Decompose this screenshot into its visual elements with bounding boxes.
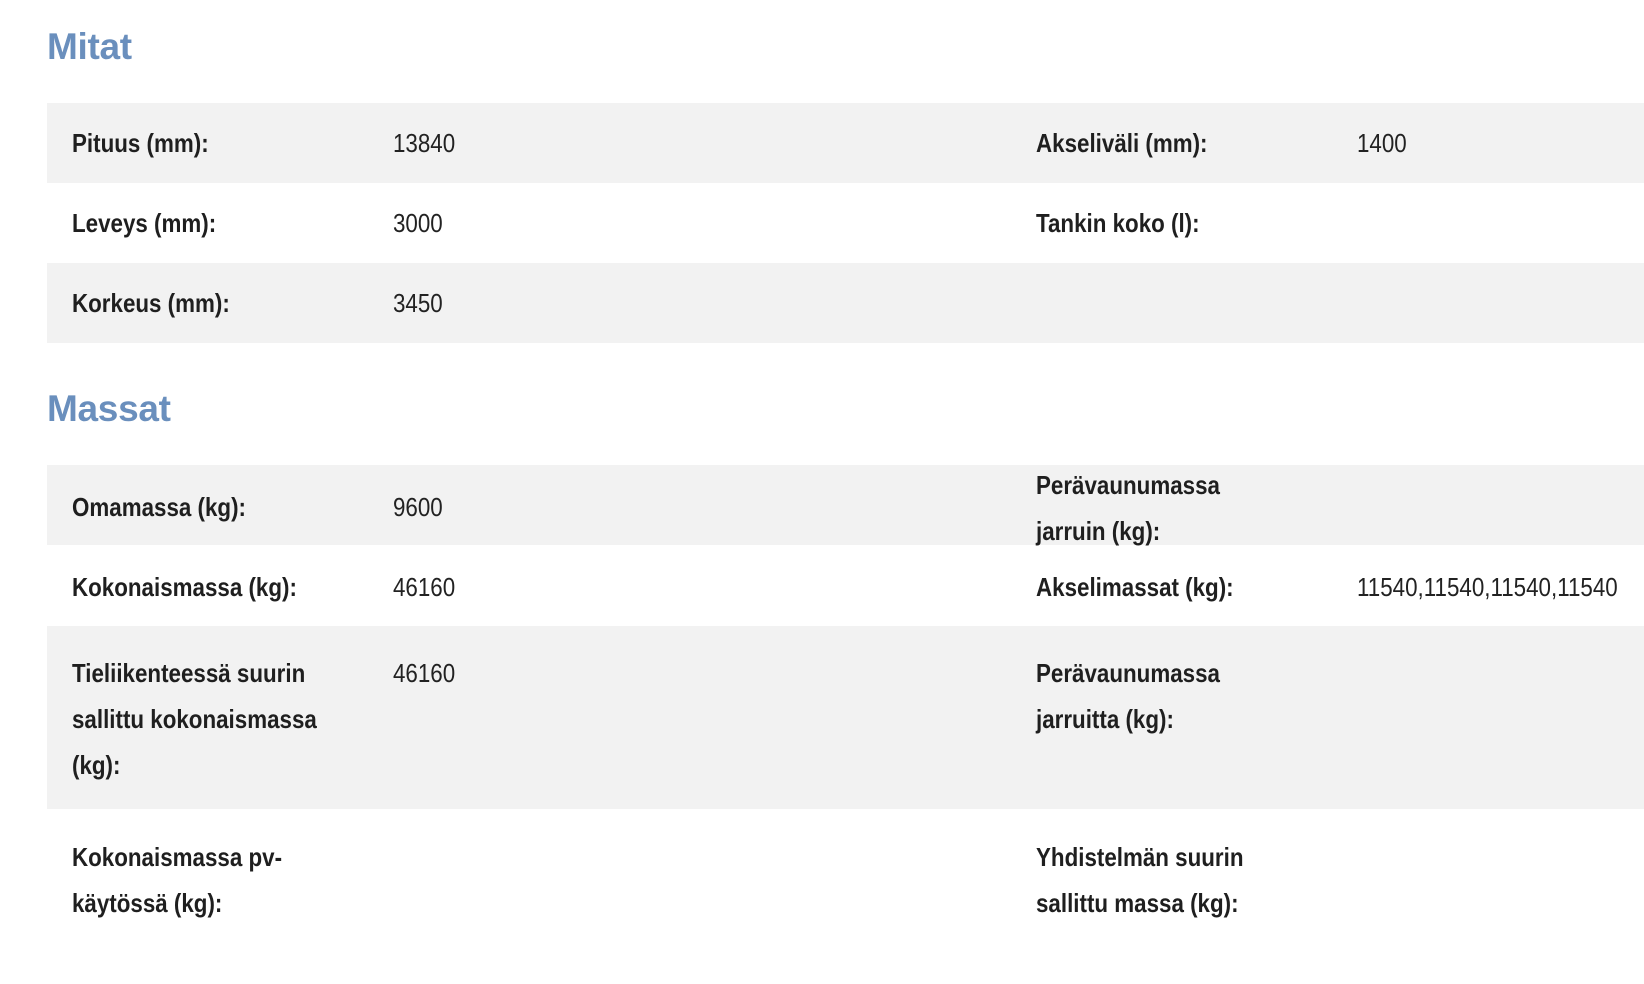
spec-value: 13840 — [393, 128, 456, 158]
spec-label: Korkeus (mm): — [72, 288, 230, 318]
table-row — [47, 545, 1644, 626]
spec-label: Kokonaismassa pv- — [72, 842, 283, 872]
spec-label: Omamassa (kg): — [72, 492, 246, 522]
table-row — [47, 626, 1644, 809]
spec-label: käytössä (kg): — [72, 888, 223, 918]
spec-label: jarruin (kg): — [1036, 516, 1161, 546]
spec-value: 3000 — [393, 208, 443, 238]
table-row — [47, 103, 1644, 183]
spec-value: 1400 — [1357, 128, 1407, 158]
spec-label: Tieliikenteessä suurin — [72, 658, 306, 688]
spec-label: sallittu massa (kg): — [1036, 888, 1239, 918]
masses-table — [47, 465, 1644, 929]
spec-value: 3450 — [393, 288, 443, 318]
spec-label: (kg): — [72, 750, 121, 780]
spec-value: 9600 — [393, 492, 443, 522]
table-row — [47, 183, 1644, 263]
spec-value: 46160 — [393, 572, 456, 602]
spec-label: Perävaunumassa — [1036, 658, 1220, 688]
spec-value: 46160 — [393, 658, 456, 688]
table-row — [47, 809, 1644, 929]
spec-label: Perävaunumassa — [1036, 470, 1220, 500]
spec-value: 11540,11540,11540,11540 — [1357, 572, 1618, 602]
spec-label: Akselimassat (kg): — [1036, 572, 1234, 602]
dimensions-table — [47, 103, 1644, 343]
section-title-mitat: Mitat — [47, 26, 132, 67]
spec-label: Tankin koko (l): — [1036, 208, 1200, 238]
spec-label: Yhdistelmän suurin — [1036, 842, 1244, 872]
spec-label: Kokonaismassa (kg): — [72, 572, 297, 602]
section-title-massat: Massat — [47, 388, 171, 429]
spec-label: Leveys (mm): — [72, 208, 217, 238]
spec-label: Pituus (mm): — [72, 128, 209, 158]
spec-label: sallittu kokonaismassa — [72, 704, 317, 734]
table-row — [47, 263, 1644, 343]
table-row — [47, 465, 1644, 545]
spec-label: jarruitta (kg): — [1036, 704, 1174, 734]
spec-label: Akseliväli (mm): — [1036, 128, 1208, 158]
